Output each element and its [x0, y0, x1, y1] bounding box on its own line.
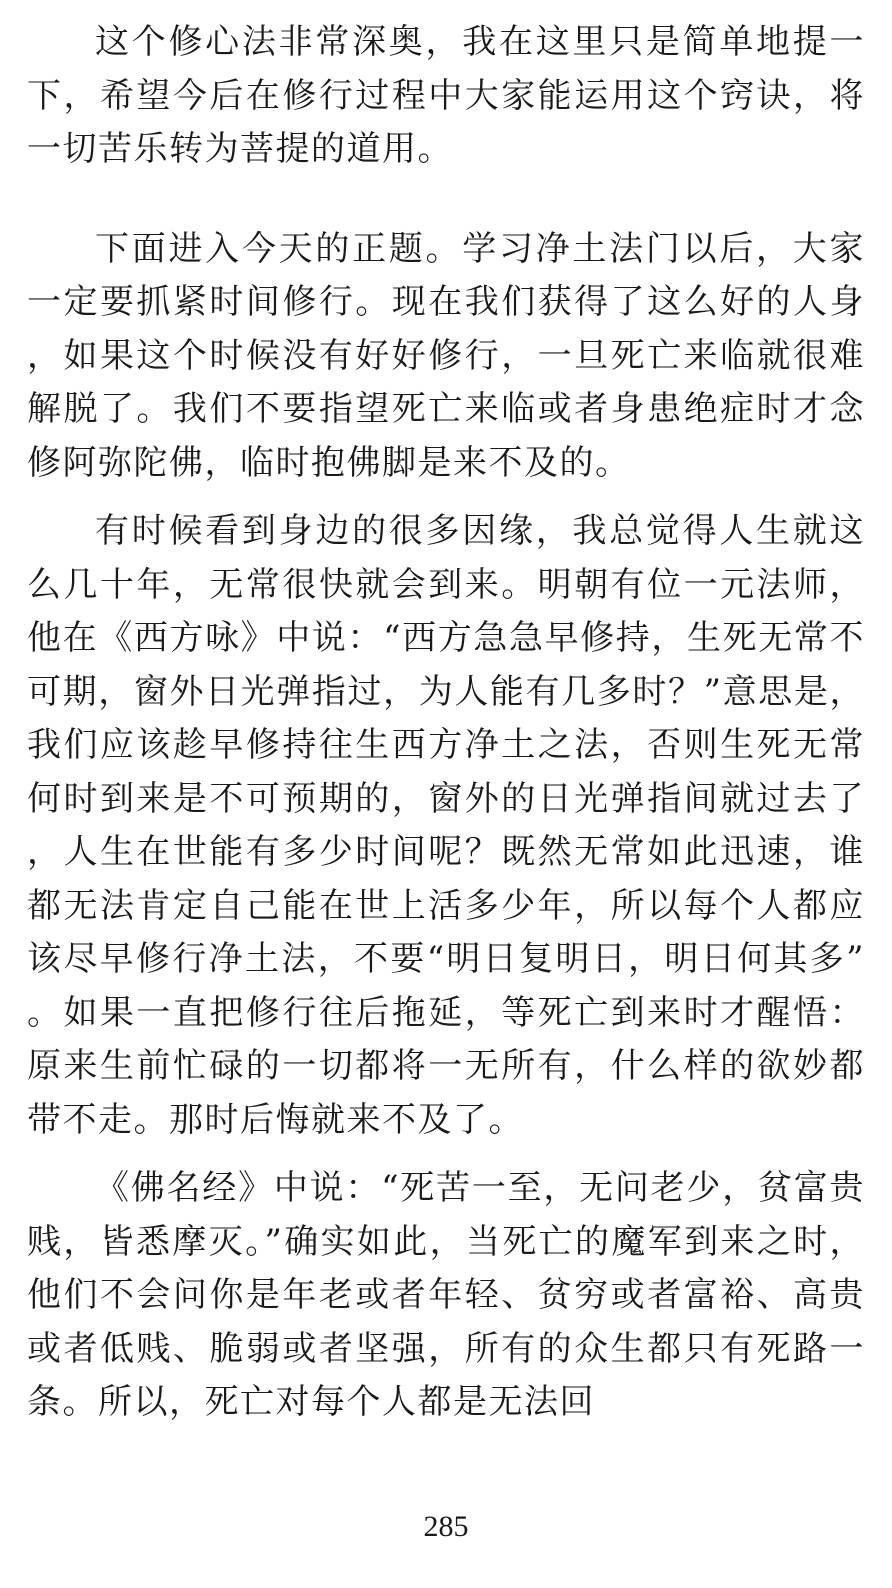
page-number: 285	[423, 1510, 469, 1543]
paragraph-2: 下面进入今天的正题。学习净土法门以后，大家一定要抓紧时间修行。现在我们获得了这么好的人身，如果这个时候没有好好修行，一旦死亡来临就很难解脱了。我们不要指望死亡来临或者身患绝症时才念修阿弥陀佛，临时抱佛脚是来不及的。	[27, 228, 865, 483]
text-body	[27, 16, 865, 1430]
paragraph-4: 《佛名经》中说：“死苦一至，无问老少，贫富贵贱，皆悉摩灭。”确实如此，当死亡的魔军到来之时，他们不会问你是年老或者年轻、贫穷或者富裕、高贵或者低贱、脆弱或者坚强，所有的众生都只有死路一条。所以，死亡对每个人都是无法回	[27, 1168, 865, 1422]
paragraph-3: 有时候看到身边的很多因缘，我总觉得人生就这么几十年，无常很快就会到来。明朝有位一元法师，他在《西方咏》中说：“西方急急早修持，生死无常不可期，窗外日光弹指过，为人能有几多时？”意思是，我们应该趁早修持往生西方净土之法，否则生死无常何时到来是不可预期的，窗外的日光弹指间就过去了，人生在世能有多少时间呢？既然无常如此迅速，谁都无法肯定自己能在世上活多少年，所以每个人都应该尽早修行净土法，不要“明日复明日，明日何其多”。如果一直把修行往后拖延，等死亡到来时才醒悟：原来生前忙碌的一切都将一无所有，什么样的欲妙都带不走。那时后悔就来不及了。	[27, 511, 865, 1140]
paragraph-1: 这个修心法非常深奥，我在这里只是简单地提一下，希望今后在修行过程中大家能运用这个窍诀，将一切苦乐转为菩提的道用。	[27, 22, 865, 169]
